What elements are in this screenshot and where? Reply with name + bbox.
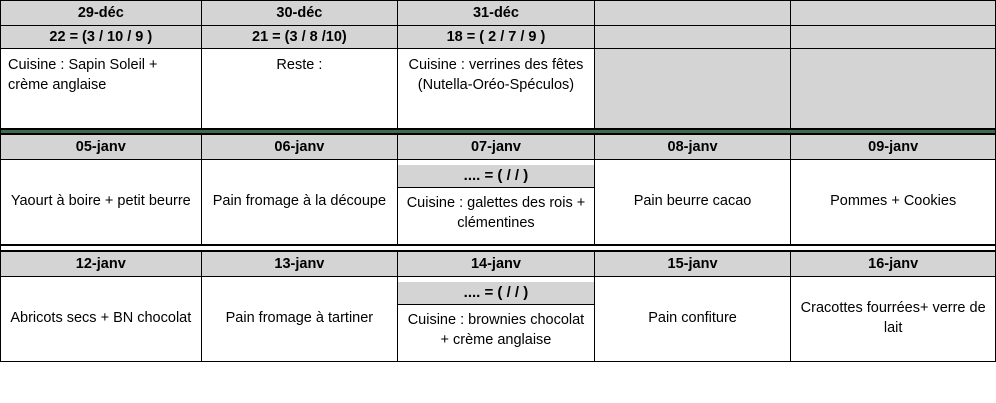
date-header-cell: 05-janv (1, 135, 202, 160)
separator-line (1, 130, 996, 134)
meal-cell: Cuisine : verrines des fêtes (Nutella-Oréo-Spéculos) (398, 49, 595, 129)
date-header-row (1, 252, 996, 277)
summary-row (1, 26, 996, 49)
date-header-cell: 13-janv (201, 252, 398, 277)
date-header-cell: 15-janv (594, 252, 791, 277)
date-header-row (1, 1, 996, 26)
meal-cell: Pain fromage à la découpe (201, 160, 398, 245)
week-table-2 (0, 134, 996, 245)
date-header-row (1, 135, 996, 160)
date-header-cell: 16-janv (791, 252, 996, 277)
date-header-cell-empty (791, 1, 996, 26)
meal-cell: Cuisine : Sapin Soleil + crème anglaise (1, 49, 202, 129)
meal-cell: Pain beurre cacao (594, 160, 791, 245)
meal-cell: Pommes + Cookies (791, 160, 996, 245)
meal-cell: Abricots secs + BN chocolat (1, 277, 202, 362)
date-header-cell: 07-janv (398, 135, 595, 160)
summary-cell: 22 = (3 / 10 / 9 ) (1, 26, 202, 49)
date-header-cell: 29-déc (1, 1, 202, 26)
date-header-cell: 12-janv (1, 252, 202, 277)
date-header-cell: 30-déc (201, 1, 398, 26)
meal-cell-with-summary (398, 160, 595, 245)
week-table-3 (0, 251, 996, 362)
meal-cell-with-summary (398, 277, 595, 362)
meal-row (1, 160, 996, 245)
date-header-cell: 08-janv (594, 135, 791, 160)
meal-cell: Reste : (201, 49, 398, 129)
summary-cell-empty (594, 26, 791, 49)
meal-text: Cuisine : galettes des rois + clémentines (406, 195, 586, 231)
date-header-cell: 31-déc (398, 1, 595, 26)
summary-cell: .... = ( / / ) (398, 282, 594, 305)
date-header-cell: 14-janv (398, 252, 595, 277)
meal-text: Cuisine : brownies chocolat + crème anglaise (407, 312, 585, 348)
meal-row (1, 49, 996, 129)
date-header-cell: 09-janv (791, 135, 996, 160)
meal-cell: Yaourt à boire + petit beurre (1, 160, 202, 245)
meal-cell-empty (791, 49, 996, 129)
date-header-cell-empty (594, 1, 791, 26)
summary-cell-empty (791, 26, 996, 49)
date-header-cell: 06-janv (201, 135, 398, 160)
week-table-1 (0, 0, 996, 129)
separator-gap (1, 246, 996, 251)
summary-cell: .... = ( / / ) (398, 165, 594, 188)
meal-cell-empty (594, 49, 791, 129)
meal-row (1, 277, 996, 362)
summary-cell: 18 = ( 2 / 7 / 9 ) (398, 26, 595, 49)
meal-cell: Pain confiture (594, 277, 791, 362)
meal-cell: Pain fromage à tartiner (201, 277, 398, 362)
summary-cell: 21 = (3 / 8 /10) (201, 26, 398, 49)
meal-cell: Cracottes fourrées+ verre de lait (791, 277, 996, 362)
